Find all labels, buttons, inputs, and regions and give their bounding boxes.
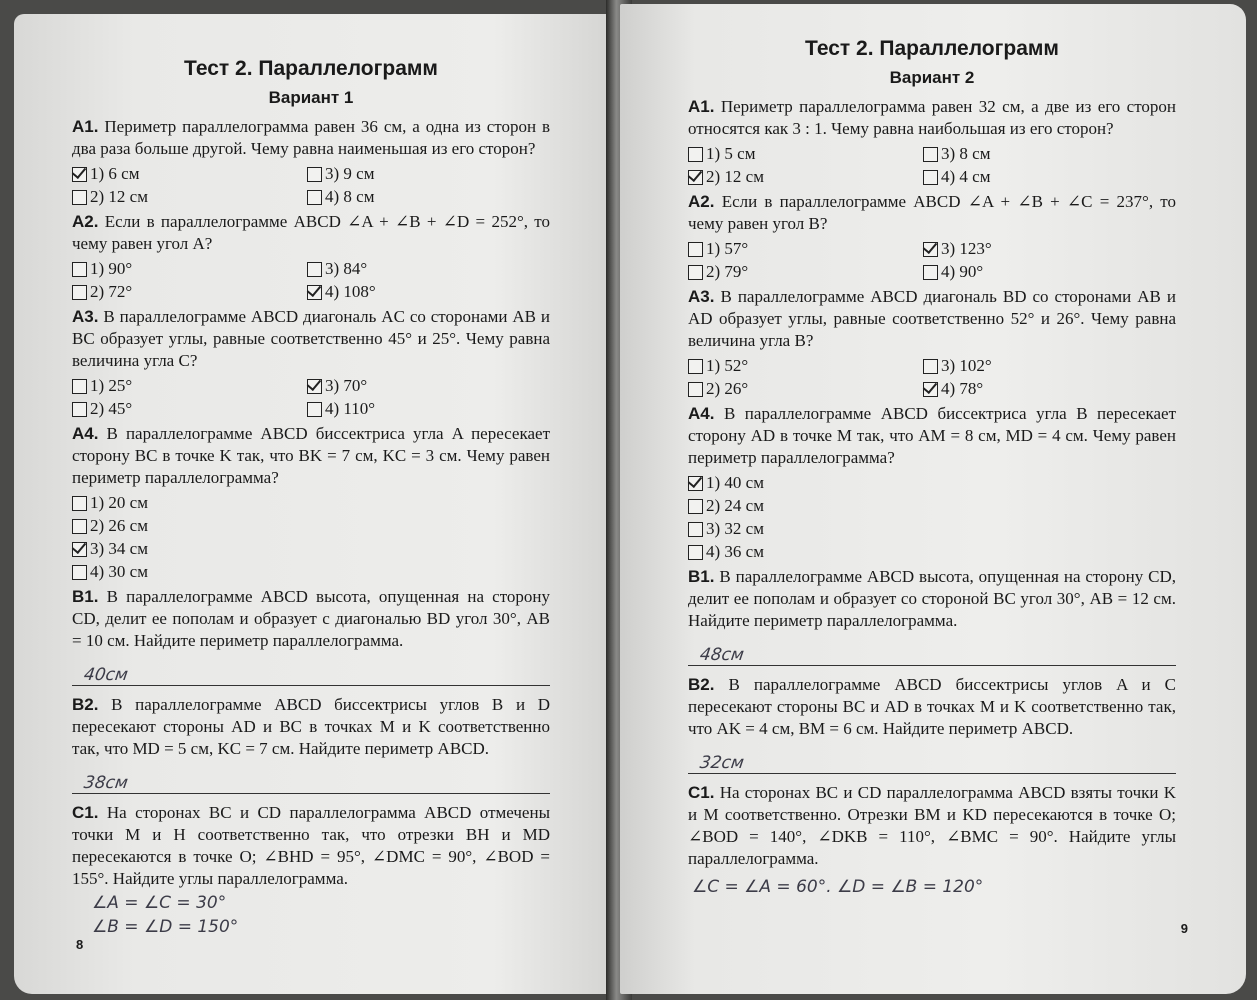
checkbox[interactable]	[688, 545, 703, 560]
question-text: В параллелограмме ABCD высота, опущенная на сторону CD, делит ее пополам и образует с диагональю BD угол 30°, AB = 10 см. Найдите периметр параллелограмма.	[72, 587, 550, 650]
option[interactable]	[923, 166, 1123, 188]
question-a4	[688, 403, 1176, 469]
option[interactable]	[307, 186, 507, 208]
question-c1	[72, 802, 550, 890]
option[interactable]	[688, 238, 923, 260]
checkbox-checked[interactable]	[307, 285, 322, 300]
checkbox[interactable]	[688, 359, 703, 374]
option[interactable]	[688, 378, 923, 400]
option-label: 1) 5 см	[706, 144, 756, 163]
option[interactable]	[307, 163, 507, 185]
checkbox[interactable]	[688, 265, 703, 280]
handwritten-answer: 38см	[82, 773, 130, 793]
checkbox[interactable]	[72, 379, 87, 394]
option[interactable]	[688, 355, 923, 377]
option[interactable]	[72, 258, 307, 280]
left-page	[14, 14, 614, 994]
option-label: 1) 40 см	[706, 473, 764, 492]
question-text: Периметр параллелограмма равен 36 см, а одна из сторон в два раза больше другой. Чему равна наименьшая из его сторон?	[72, 117, 550, 158]
question-c1	[688, 782, 1176, 870]
option[interactable]	[72, 561, 307, 583]
variant-1-content	[72, 54, 550, 941]
option-label: 2) 72°	[90, 282, 133, 301]
handwritten-line: ∠C = ∠A = 60°. ∠D = ∠B = 120°	[692, 877, 984, 897]
question-a1	[72, 116, 550, 160]
option[interactable]	[72, 538, 307, 560]
checkbox[interactable]	[688, 522, 703, 537]
page-number: 9	[1180, 921, 1188, 936]
question-text: В параллелограмме ABCD биссектрисы углов B и D пересекают стороны AD и BC в точках M и K соответственно так, что MD = 5 см, KC = 7 см. Найдите периметр ABCD.	[72, 695, 550, 758]
option[interactable]	[923, 378, 1123, 400]
question-a2	[688, 191, 1176, 235]
option-label: 1) 90°	[90, 259, 133, 278]
question-text: В параллелограмме ABCD диагональ BD со сторонами AB и AD образует углы, равные соответственно 52° и 26°. Чему равна величина угла B?	[688, 287, 1177, 350]
checkbox-checked[interactable]	[72, 167, 87, 182]
option-label: 2) 79°	[706, 262, 749, 281]
checkbox[interactable]	[72, 565, 87, 580]
checkbox[interactable]	[923, 359, 938, 374]
question-number: С1.	[688, 783, 715, 802]
option-label: 1) 20 см	[90, 493, 148, 512]
question-text: Периметр параллелограмма равен 32 см, а две из его сторон относятся как 3 : 1. Чему равна наибольшая из его сторон?	[688, 97, 1177, 138]
checkbox[interactable]	[923, 265, 938, 280]
checkbox[interactable]	[688, 382, 703, 397]
option-label: 4) 110°	[325, 399, 376, 418]
checkbox-checked[interactable]	[307, 379, 322, 394]
option-label: 2) 12 см	[706, 167, 764, 186]
answer-line[interactable]	[688, 743, 1176, 774]
option-label: 3) 32 см	[706, 519, 764, 538]
option-label: 4) 78°	[941, 379, 984, 398]
checkbox[interactable]	[307, 167, 322, 182]
checkbox-checked[interactable]	[923, 242, 938, 257]
answer-options	[72, 163, 550, 208]
option-label: 4) 8 см	[325, 187, 375, 206]
option-label: 1) 6 см	[90, 164, 140, 183]
question-text: Если в параллелограмме ABCD ∠A + ∠B + ∠C = 237°, то чему равен угол B?	[688, 192, 1176, 233]
page-number: 8	[76, 937, 84, 952]
option-label: 2) 12 см	[90, 187, 148, 206]
question-number: А2.	[688, 192, 715, 211]
handwritten-answer: 32см	[698, 753, 746, 773]
right-page	[620, 4, 1246, 994]
question-a3	[72, 306, 550, 372]
checkbox-checked[interactable]	[923, 382, 938, 397]
checkbox-checked[interactable]	[688, 476, 703, 491]
option[interactable]	[307, 258, 507, 280]
checkbox[interactable]	[72, 262, 87, 277]
checkbox[interactable]	[307, 262, 322, 277]
answer-line[interactable]	[688, 635, 1176, 666]
question-number: А4.	[72, 424, 99, 443]
answer-options	[688, 472, 1176, 563]
checkbox[interactable]	[923, 170, 938, 185]
question-number: С1.	[72, 803, 99, 822]
option[interactable]	[688, 541, 923, 563]
question-number: А4.	[688, 404, 715, 423]
checkbox[interactable]	[72, 402, 87, 417]
question-b1	[72, 586, 550, 652]
question-text: В параллелограмме ABCD биссектрисы углов A и C пересекают стороны BC и AD в точках M и K соответственно так, что AK = 4 см, BM = 6 см. Найдите периметр ABCD.	[688, 675, 1176, 738]
checkbox[interactable]	[688, 147, 703, 162]
option-label: 2) 26 см	[90, 516, 148, 535]
option-label: 3) 9 см	[325, 164, 375, 183]
option-label: 4) 108°	[325, 282, 376, 301]
option[interactable]	[923, 261, 1123, 283]
answer-options	[688, 355, 1176, 400]
option-label: 3) 84°	[325, 259, 368, 278]
checkbox[interactable]	[923, 147, 938, 162]
answer-options	[72, 492, 550, 583]
question-a4	[72, 423, 550, 489]
option[interactable]	[688, 472, 923, 494]
page-title: Тест 2. Параллелограмм	[805, 37, 1059, 60]
option[interactable]	[923, 355, 1123, 377]
variant-heading: Вариант 2	[889, 68, 975, 87]
option[interactable]	[307, 281, 507, 303]
option[interactable]	[72, 492, 307, 514]
checkbox[interactable]	[307, 402, 322, 417]
option-label: 4) 36 см	[706, 542, 764, 561]
answer-line[interactable]	[72, 763, 550, 794]
question-number: В1.	[688, 567, 715, 586]
question-number: В1.	[72, 587, 99, 606]
option-label: 4) 30 см	[90, 562, 148, 581]
question-text: В параллелограмме ABCD высота, опущенная на сторону CD, делит ее пополам и образует со стороной BC угол 30°, AB = 12 см. Найдите периметр параллелограмма.	[688, 567, 1176, 630]
question-text: На сторонах BC и CD параллелограмма ABCD отмечены точки M и H соответственно так, что отрезки BH и MD пересекаются в точке O; ∠BHD = 95°, ∠DMC = 90°, ∠BOD = 155°. Найдите углы параллелограмма.	[72, 803, 550, 888]
question-text: На сторонах BC и CD параллелограмма ABCD взяты точки K и M соответственно. Отрезки BM и KD пересекаются в точке O; ∠BOD = 140°, ∠DKB = 110°, ∠BMC = 90°. Найдите углы параллелограмма.	[688, 783, 1177, 868]
answer-options	[688, 238, 1176, 283]
option[interactable]	[688, 166, 923, 188]
question-number: А3.	[688, 287, 715, 306]
page-title: Тест 2. Параллелограмм	[184, 57, 438, 80]
checkbox[interactable]	[688, 242, 703, 257]
option-label: 1) 25°	[90, 376, 133, 395]
checkbox-checked[interactable]	[688, 170, 703, 185]
variant-heading: Вариант 1	[268, 88, 354, 107]
question-text: В параллелограмме ABCD биссектриса угла B пересекает сторону AD в точке M так, что AM = 8 см, MD = 4 см. Чему равен периметр параллелограмма?	[688, 404, 1176, 467]
handwritten-line: ∠A = ∠C = 30°	[92, 893, 227, 913]
handwritten-answer: 40см	[82, 665, 130, 685]
question-text: В параллелограмме ABCD диагональ AC со сторонами AB и BC образует углы, равные соответственно 45° и 25°. Чему равна величина угла C?	[72, 307, 551, 370]
checkbox[interactable]	[72, 496, 87, 511]
option[interactable]	[307, 398, 507, 420]
answer-options	[72, 375, 550, 420]
checkbox-checked[interactable]	[72, 542, 87, 557]
option-label: 2) 45°	[90, 399, 133, 418]
question-text: Если в параллелограмме ABCD ∠A + ∠B + ∠D = 252°, то чему равен угол A?	[72, 212, 551, 253]
option[interactable]	[72, 163, 307, 185]
option[interactable]	[688, 495, 923, 517]
option-label: 3) 8 см	[941, 144, 991, 163]
option-label: 1) 57°	[706, 239, 749, 258]
option-label: 1) 52°	[706, 356, 749, 375]
question-a3	[688, 286, 1176, 352]
option-label: 2) 26°	[706, 379, 749, 398]
option[interactable]	[688, 261, 923, 283]
answer-options	[688, 143, 1176, 188]
option-label: 3) 123°	[941, 239, 992, 258]
option[interactable]	[923, 143, 1123, 165]
variant-2-content	[688, 34, 1176, 903]
question-number: А2.	[72, 212, 99, 231]
option-label: 4) 4 см	[941, 167, 991, 186]
checkbox[interactable]	[72, 519, 87, 534]
handwritten-solution	[72, 893, 550, 941]
option[interactable]	[688, 143, 923, 165]
question-a1	[688, 96, 1176, 140]
option[interactable]	[72, 398, 307, 420]
handwritten-answer: 48см	[698, 645, 746, 665]
checkbox[interactable]	[72, 190, 87, 205]
answer-options	[72, 258, 550, 303]
checkbox[interactable]	[307, 190, 322, 205]
option-label: 2) 24 см	[706, 496, 764, 515]
question-number: В2.	[688, 675, 715, 694]
option[interactable]	[72, 375, 307, 397]
option[interactable]	[688, 518, 923, 540]
option-label: 4) 90°	[941, 262, 984, 281]
question-number: В2.	[72, 695, 99, 714]
option[interactable]	[923, 238, 1123, 260]
option[interactable]	[72, 186, 307, 208]
question-number: А3.	[72, 307, 99, 326]
question-a2	[72, 211, 550, 255]
handwritten-line: ∠B = ∠D = 150°	[92, 917, 239, 937]
question-b2	[72, 694, 550, 760]
checkbox[interactable]	[72, 285, 87, 300]
question-b2	[688, 674, 1176, 740]
option[interactable]	[307, 375, 507, 397]
question-b1	[688, 566, 1176, 632]
option-label: 3) 70°	[325, 376, 368, 395]
question-number: А1.	[688, 97, 715, 116]
option[interactable]	[72, 281, 307, 303]
option-label: 3) 102°	[941, 356, 992, 375]
checkbox[interactable]	[688, 499, 703, 514]
option[interactable]	[72, 515, 307, 537]
handwritten-solution	[688, 873, 1176, 903]
question-text: В параллелограмме ABCD биссектриса угла A пересекает сторону BC в точке K так, что BK = 7 см, KC = 3 см. Чему равен периметр параллелограмма?	[72, 424, 550, 487]
answer-line[interactable]	[72, 655, 550, 686]
option-label: 3) 34 см	[90, 539, 148, 558]
question-number: А1.	[72, 117, 99, 136]
